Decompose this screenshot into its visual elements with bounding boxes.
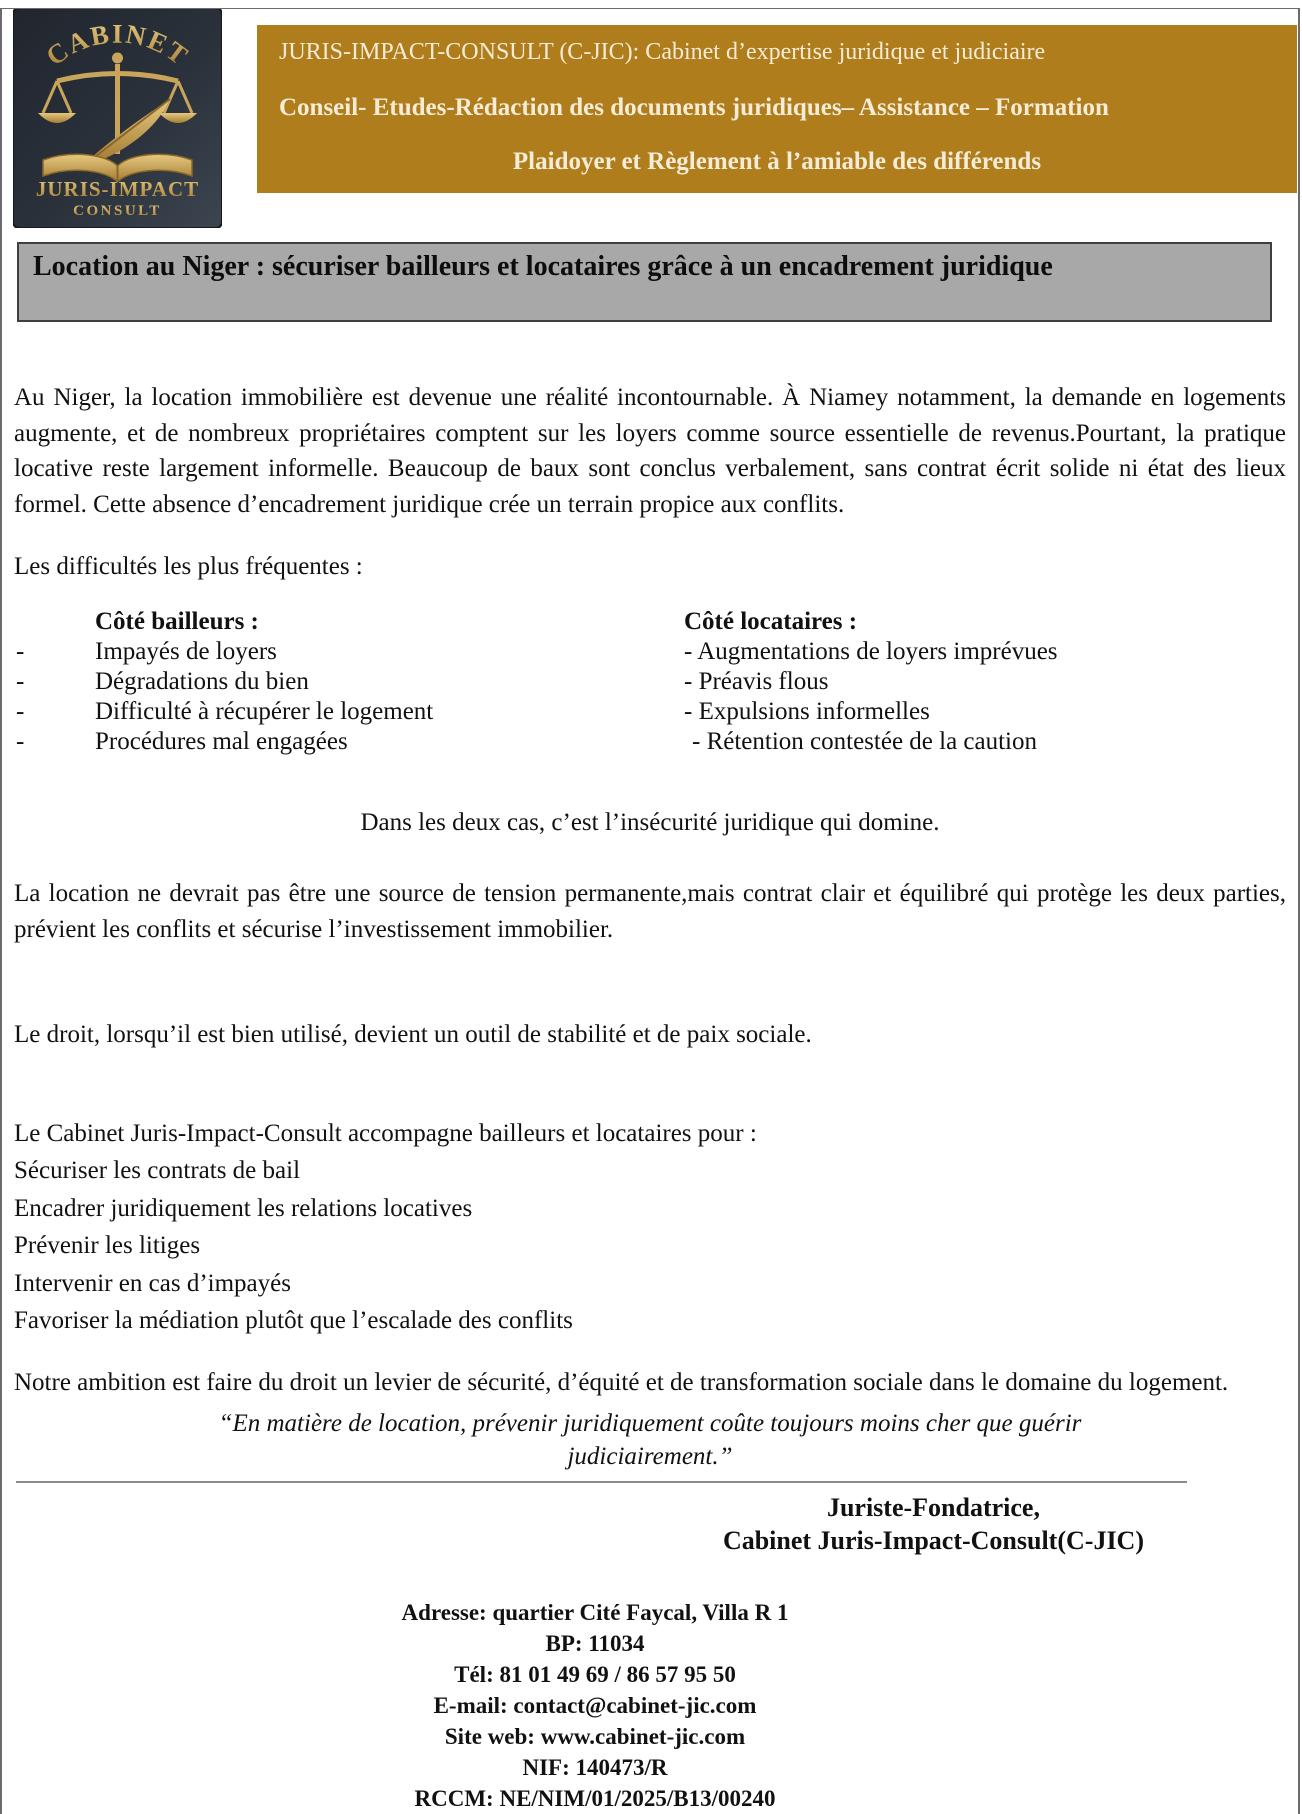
location-paragraph: La location ne devrait pas être une source de tension permanente,mais contrat clair et équilibré qui protège les deux parties, prévient les conflits et sécurise l’investissement immobilier.: [14, 880, 1286, 943]
list-item: - Préavis flous: [684, 667, 829, 695]
signature-divider: [16, 1481, 1187, 1483]
signature-role: Juriste-Fondatrice,: [826, 1492, 1040, 1522]
list-item: - Augmentations de loyers imprévues: [684, 637, 1058, 665]
service-line: Encadrer juridiquement les relations locatives: [14, 1194, 473, 1222]
banner-services-line: Conseil- Etudes-Rédaction des documents juridiques– Assistance – Formation: [279, 94, 1109, 121]
list-item: [14, 727, 674, 757]
difficulties-columns: [14, 607, 1286, 757]
list-item: - Rétention contestée de la caution: [692, 727, 1038, 755]
difficulties-label: Les difficultés les plus fréquentes :: [14, 553, 363, 580]
service-line: Favoriser la médiation plutôt que l’escalade des conflits: [14, 1307, 573, 1334]
page-title: Location au Niger : sécuriser bailleurs et locataires grâce à un encadrement juridique: [33, 251, 1053, 282]
list-item-label: Difficulté à récupérer le logement: [95, 697, 434, 725]
services-block: [14, 1115, 1286, 1340]
contact-address: Adresse: quartier Cité Faycal, Villa R 1: [401, 1599, 789, 1625]
scales-of-justice-logo-icon: [13, 8, 222, 228]
list-item-label: Procédures mal engagées: [95, 727, 348, 755]
both-cases-line: Dans les deux cas, c’est l’insécurité juridique qui domine.: [360, 808, 940, 836]
service-line: Intervenir en cas d’impayés: [14, 1269, 291, 1297]
logo-arc-text: CABINET: [40, 18, 195, 72]
services-intro: Le Cabinet Juris-Impact-Consult accompagne bailleurs et locataires pour :: [14, 1119, 757, 1147]
letterhead-header: [0, 0, 1302, 228]
contact-email: E-mail: contact@cabinet-jic.com: [433, 1692, 757, 1718]
contact-tel: Tél: 81 01 49 69 / 86 57 95 50: [454, 1661, 736, 1687]
list-item-label: Dégradations du bien: [95, 667, 309, 695]
article-title-bar: [17, 242, 1272, 322]
landlords-header: Côté bailleurs :: [95, 607, 259, 635]
contact-block: [0, 1597, 1190, 1814]
banner-firm-name: JURIS-IMPACT-CONSULT (C-JIC): Cabinet d’expertise juridique et judiciaire: [279, 39, 1046, 65]
service-line: Sécuriser les contrats de bail: [14, 1157, 301, 1184]
tenants-column: [674, 607, 1286, 757]
list-item: [14, 667, 674, 697]
tenants-header: Côté locataires :: [684, 607, 858, 635]
document-body: [14, 380, 1286, 1473]
list-item: [14, 697, 674, 727]
droit-paragraph: Le droit, lorsqu’il est bien utilisé, devient un outil de stabilité et de paix sociale.: [14, 1021, 812, 1048]
dash-bullet: -: [16, 697, 25, 725]
dash-bullet: -: [16, 667, 25, 695]
list-item-label: Impayés de loyers: [95, 637, 277, 665]
contact-bp: BP: 11034: [545, 1630, 645, 1656]
quote-text: “En matière de location, prévenir juridiquement coûte toujours moins cher que guérir judiciairement.”: [218, 1409, 1082, 1470]
logo-name-line2: CONSULT: [73, 203, 162, 219]
signature-block: [723, 1491, 1144, 1557]
intro-paragraph: Au Niger, la location immobilière est devenue une réalité incontournable. À Niamey notamment, la demande en logements augmente, et de nombreux propriétaires comptent sur les loyers comme source essentielle de revenus.Pourtant, la pratique locative reste largement informelle. Beaucoup de baux sont conclus verbalement, sans contrat écrit solide ni état des lieux formel. Cette absence d’encadrement juridique crée un terrain propice aux conflits.: [14, 384, 1286, 518]
contact-website: Site web: www.cabinet-jic.com: [444, 1723, 746, 1749]
landlords-column: [14, 607, 674, 757]
cabinet-logo: [13, 8, 222, 228]
header-banner: [257, 25, 1297, 193]
service-line: Prévenir les litiges: [14, 1232, 201, 1259]
banner-advocacy-line: Plaidoyer et Règlement à l’amiable des différends: [512, 148, 1042, 175]
dash-bullet: -: [16, 727, 25, 755]
ambition-paragraph: Notre ambition est faire du droit un levier de sécurité, d’équité et de transformation sociale dans le domaine du logement.: [14, 1368, 1229, 1396]
list-item: - Expulsions informelles: [684, 697, 930, 725]
contact-rccm: RCCM: NE/NIM/01/2025/B13/00240: [414, 1785, 776, 1811]
list-item: [14, 637, 674, 667]
contact-nif: NIF: 140473/R: [522, 1754, 668, 1780]
dash-bullet: -: [16, 637, 25, 665]
logo-name-line1: JURIS-IMPACT: [35, 177, 200, 201]
signature-firm: Cabinet Juris-Impact-Consult(C-JIC): [722, 1525, 1144, 1555]
